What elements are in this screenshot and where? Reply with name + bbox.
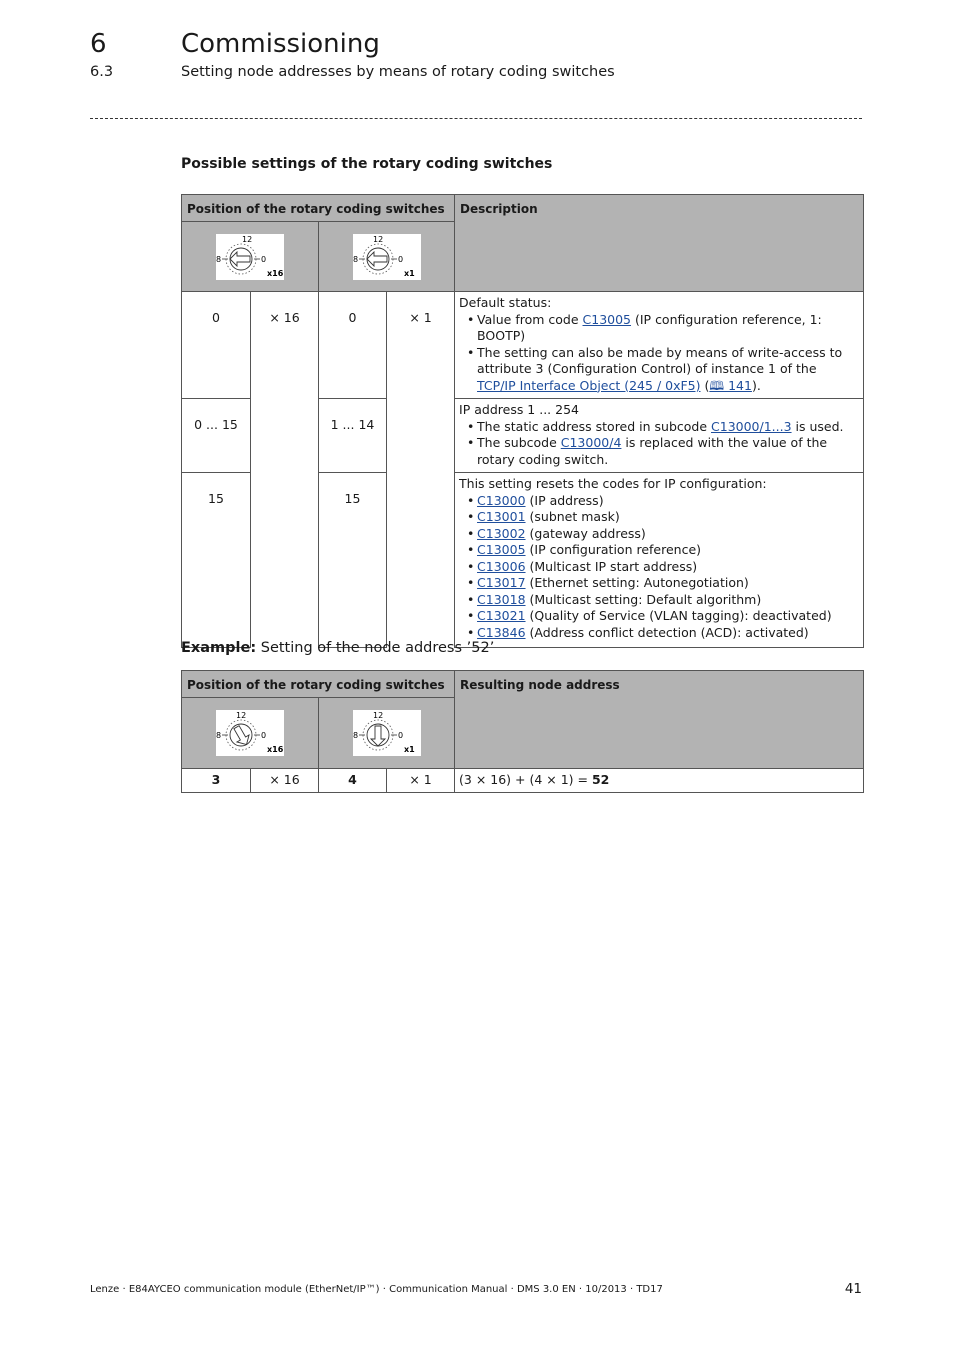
high-value: 15 <box>182 473 251 648</box>
col-header-position: Position of the rotary coding switches <box>182 195 455 222</box>
low-value: 1 ... 14 <box>319 399 387 473</box>
code-link[interactable]: C13000/4 <box>560 435 622 450</box>
svg-text:x1: x1 <box>403 745 415 754</box>
list-item: • C13002 (gateway address) <box>459 526 859 543</box>
list-item: • C13005 (IP configuration reference) <box>459 542 859 559</box>
section-number: 6.3 <box>90 64 114 80</box>
list-item: • C13021 (Quality of Service (VLAN tagging): deactivated) <box>459 608 859 625</box>
dial-label-8: 8 <box>216 254 222 264</box>
code-link[interactable]: C13002 <box>477 525 526 541</box>
rotary-switch-x1-position-4-icon <box>353 710 421 756</box>
description-title: IP address 1 ... 254 <box>459 402 579 417</box>
svg-text:0: 0 <box>397 731 403 740</box>
list-item: • The subcode C13000/4 is replaced with the value of the rotary coding switch. <box>459 435 859 468</box>
footer-text: Lenze · E84AYCEO communication module (EtherNet/IP™) · Communication Manual · DMS 3.0 EN · 10/2013 · TD17 <box>90 1284 663 1295</box>
object-link[interactable]: TCP/IP Interface Object (245 / 0xF5) <box>477 377 701 393</box>
high-value: 3 <box>182 769 251 793</box>
list-item: • C13000 (IP address) <box>459 493 859 510</box>
code-link[interactable]: C13001 <box>477 509 526 524</box>
svg-text:8: 8 <box>352 731 358 740</box>
chapter-number: 6 <box>90 29 107 59</box>
col-header-result: Resulting node address <box>455 671 864 769</box>
page-number: 41 <box>844 1281 862 1297</box>
list-item: • C13017 (Ethernet setting: Autonegotiation) <box>459 575 859 592</box>
code-link[interactable]: C13021 <box>477 608 526 623</box>
col-header-position: Position of the rotary coding switches <box>182 671 455 698</box>
high-value: 0 <box>182 292 251 399</box>
result-cell <box>455 769 864 793</box>
rotary-switch-x16-icon <box>216 234 284 280</box>
svg-text:12: 12 <box>372 711 383 720</box>
low-value: 15 <box>319 473 387 648</box>
multiplier-x1: × 1 <box>387 769 455 793</box>
list-item: • C13846 (Address conflict detection (ACD): activated) <box>459 625 859 642</box>
table1-heading: Possible settings of the rotary coding switches <box>181 156 553 172</box>
description-ip-address <box>455 399 864 473</box>
list-item: • The setting can also be made by means of write-access to attribute 3 (Configuration Control) of instance 1 of the TCP/IP Interface Object (245 / 0xF5) (🕮 141). <box>459 345 859 395</box>
switch-x1-label: x1 <box>403 268 415 278</box>
switch-x1-cell <box>319 222 455 292</box>
list-item: • The static address stored in subcode C13000/1...3 is used. <box>459 419 859 436</box>
result-value: 52 <box>591 772 610 787</box>
list-item: • C13018 (Multicast setting: Default algorithm) <box>459 592 859 609</box>
multiplier-x16: × 16 <box>251 292 319 648</box>
svg-text:0: 0 <box>261 731 267 740</box>
description-default-status <box>455 292 864 399</box>
multiplier-x16: × 16 <box>251 769 319 793</box>
svg-text:0: 0 <box>397 254 403 264</box>
svg-text:12: 12 <box>372 234 383 244</box>
rotary-switch-x16-position-3-icon <box>216 710 284 756</box>
example-label: Example: <box>181 640 257 656</box>
low-value: 0 <box>319 292 387 399</box>
description-title: Default status: <box>459 295 552 310</box>
table-row <box>182 769 864 793</box>
svg-text:x16: x16 <box>267 745 284 754</box>
description-reset-codes <box>455 473 864 648</box>
code-link[interactable]: C13005 <box>582 311 632 327</box>
example-caption <box>181 639 494 657</box>
svg-text:8: 8 <box>352 254 358 264</box>
code-link[interactable]: C13018 <box>477 591 526 607</box>
page-reference-link[interactable]: 🕮 141 <box>709 377 752 393</box>
switch-x1-cell <box>319 698 455 769</box>
node-address-example-table <box>181 670 864 793</box>
list-item: • C13001 (subnet mask) <box>459 509 859 526</box>
code-link[interactable]: C13000/1...3 <box>711 418 792 434</box>
rotary-switch-settings-table <box>181 194 864 648</box>
description-title: This setting resets the codes for IP configuration: <box>459 476 767 491</box>
list-item: • C13006 (Multicast IP start address) <box>459 559 859 576</box>
multiplier-x1: × 1 <box>387 292 455 648</box>
header-dashed-divider <box>90 118 862 119</box>
list-item: • Value from code C13005 (IP configuration reference, 1: BOOTP) <box>459 312 859 345</box>
code-link[interactable]: C13846 <box>477 624 526 640</box>
switch-x16-cell <box>182 222 319 292</box>
switch-x16-label: x16 <box>267 268 284 278</box>
switch-x16-cell <box>182 698 319 769</box>
code-link[interactable]: C13000 <box>477 492 526 508</box>
chapter-title: Commissioning <box>181 29 380 59</box>
result-formula: (3 × 16) + (4 × 1) = <box>459 772 592 787</box>
rotary-switch-x1-icon <box>353 234 421 280</box>
section-title: Setting node addresses by means of rotary coding switches <box>181 64 615 80</box>
table-row <box>182 292 864 399</box>
high-value: 0 ... 15 <box>182 399 251 473</box>
dial-label-12: 12 <box>242 234 253 244</box>
svg-text:8: 8 <box>216 731 222 740</box>
code-link[interactable]: C13017 <box>477 575 526 590</box>
low-value: 4 <box>319 769 387 793</box>
col-header-description: Description <box>455 195 864 292</box>
svg-text:12: 12 <box>236 711 247 720</box>
example-text: Setting of the node address ’52’ <box>256 640 495 656</box>
code-link[interactable]: C13005 <box>477 542 526 557</box>
dial-label-0: 0 <box>261 254 267 264</box>
code-link[interactable]: C13006 <box>477 558 526 574</box>
